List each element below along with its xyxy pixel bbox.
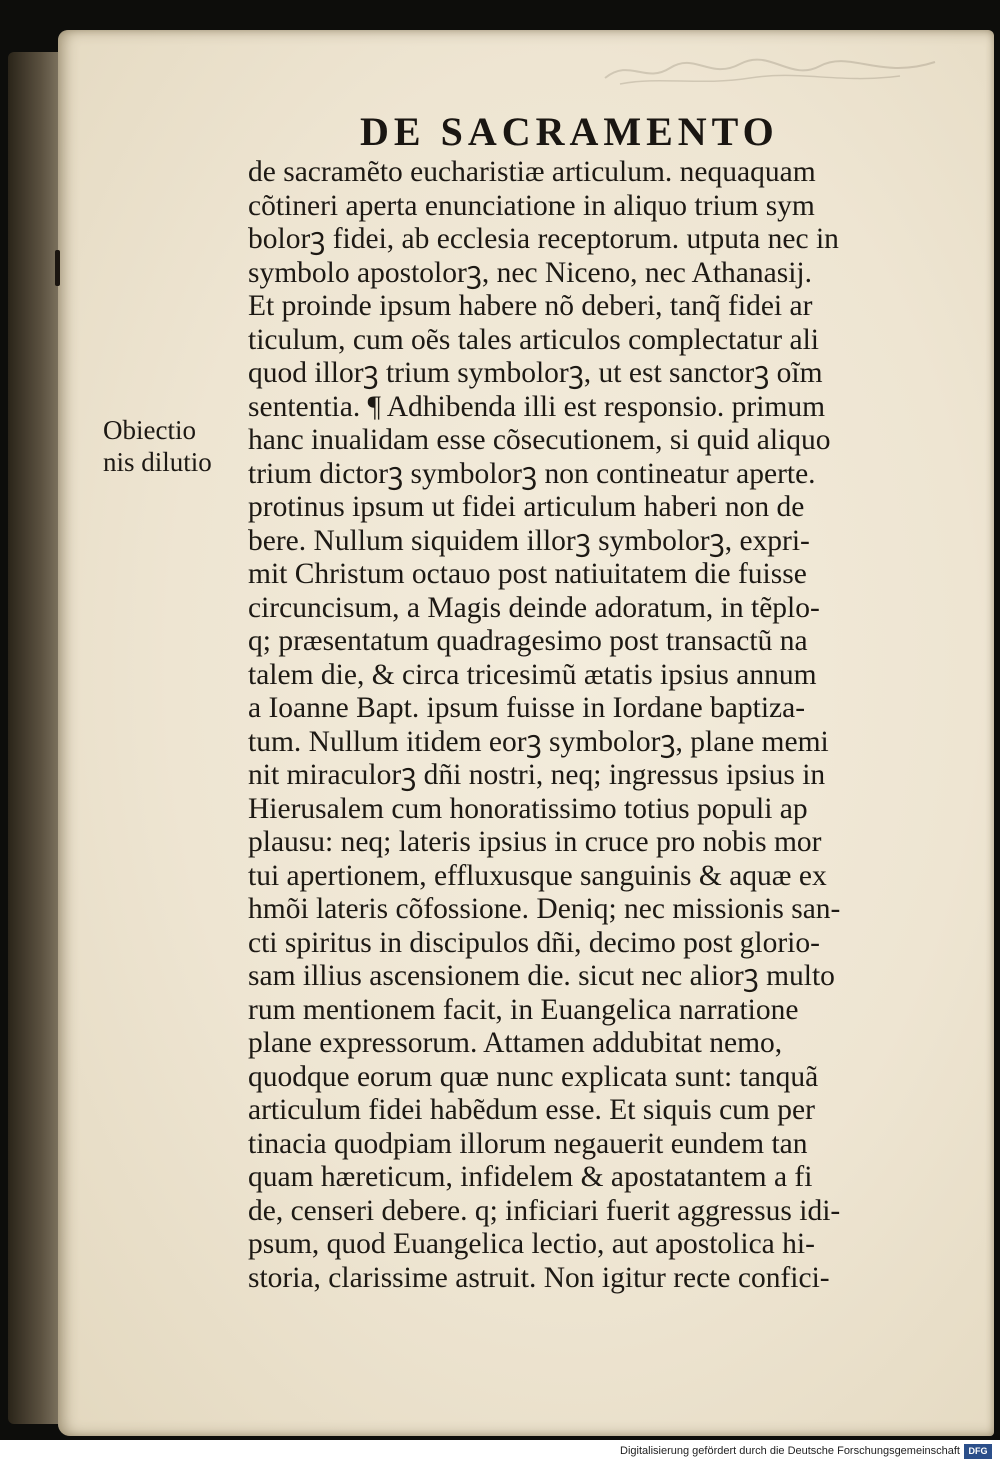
text-line: nit miraculorꝫ dñi nostri, neq; ingressus ipsius in <box>248 759 826 791</box>
text-line: de sacramẽto eucharistiæ articulum. nequaquam <box>248 156 816 188</box>
margin-note <box>103 414 253 478</box>
text-line: protinus ipsum ut fidei articulum haberi non de <box>248 491 805 523</box>
text-line: sententia. ¶ Adhibenda illi est responsio. primum <box>248 390 826 423</box>
text-line: cti spiritus in discipulos dñi, decimo post glorio- <box>248 926 820 959</box>
body-text <box>248 156 968 1295</box>
text-line: talem die, & circa tricesimũ ætatis ipsius annum <box>248 658 817 691</box>
text-line: circuncisum, a Magis deinde adoratum, in tẽplo- <box>248 591 820 624</box>
running-head: DE SACRAMENTO <box>360 109 779 154</box>
margin-note-line: nis dilutio <box>103 447 212 477</box>
digitization-footer <box>0 1440 1000 1464</box>
text-line: psum, quod Euangelica lectio, aut apostolica hi- <box>248 1228 815 1260</box>
text-line: bere. Nullum siquidem illorꝫ symbolorꝫ, expri- <box>248 524 810 557</box>
text-line: Hierusalem cum honoratissimo totius populi ap <box>248 792 808 825</box>
binding-mark <box>55 250 60 286</box>
text-line: quod illorꝫ trium symbolorꝫ, ut est sanctorꝫ oĩm <box>248 357 823 389</box>
text-line: plausu: neq; lateris ipsius in cruce pro nobis mor <box>248 826 822 858</box>
text-line: tui apertionem, effluxusque sanguinis & aquæ ex <box>248 859 827 892</box>
text-line: plane expressorum. Attamen addubitat nemo, <box>248 1027 783 1059</box>
text-line: cõtineri aperta enunciatione in aliquo trium sym <box>248 189 815 222</box>
margin-note-line: Obiectio <box>103 415 196 445</box>
text-line: Et proinde ipsum habere nõ deberi, tanq̃ fidei ar <box>248 290 813 322</box>
text-line: tum. Nullum itidem eorꝫ symbolorꝫ, plane memi <box>248 725 829 758</box>
text-line: ticulum, cum oẽs tales articulos complectatur ali <box>248 323 819 356</box>
text-line: trium dictorꝫ symbolorꝫ non contineatur aperte. <box>248 457 816 490</box>
text-line: hmõi lateris cõfossione. Deniq; nec missionis san- <box>248 893 841 925</box>
text-line: symbolo apostolorꝫ, nec Niceno, nec Athanasij. <box>248 256 812 289</box>
text-line: hanc inualidam esse cõsecutionem, si quid aliquo <box>248 424 831 456</box>
text-line: q; præsentatum quadragesimo post transactũ na <box>248 625 808 657</box>
funding-credit: Digitalisierung gefördert durch die Deutsche Forschungsgemeinschaft <box>620 1445 960 1457</box>
text-line: a Ioanne Bapt. ipsum fuisse in Iordane baptiza- <box>248 692 806 724</box>
text-line: articulum fidei habẽdum esse. Et siquis cum per <box>248 1094 815 1126</box>
text-line: rum mentionem facit, in Euangelica narratione <box>248 993 799 1026</box>
text-line: de, censeri debere. q; inficiari fuerit aggressus idi- <box>248 1194 841 1227</box>
text-line: tinacia quodpiam illorum negauerit eundem tan <box>248 1127 808 1160</box>
text-line: storia, clarissime astruit. Non igitur recte confici- <box>248 1261 830 1294</box>
bleed-through-handwriting <box>600 50 940 90</box>
handwriting-bleed-graphic <box>600 50 940 90</box>
text-line: sam illius ascensionem die. sicut nec aliorꝫ multo <box>248 960 835 992</box>
text-line: bolorꝫ fidei, ab ecclesia receptorum. utputa nec in <box>248 223 839 255</box>
text-line: quodque eorum quæ nunc explicata sunt: tanquã <box>248 1060 819 1093</box>
dfg-logo-icon: DFG <box>964 1444 992 1459</box>
text-line: quam hæreticum, infidelem & apostatantem a fi <box>248 1161 813 1193</box>
text-line: mit Christum octauo post natiuitatem die fuisse <box>248 558 807 590</box>
